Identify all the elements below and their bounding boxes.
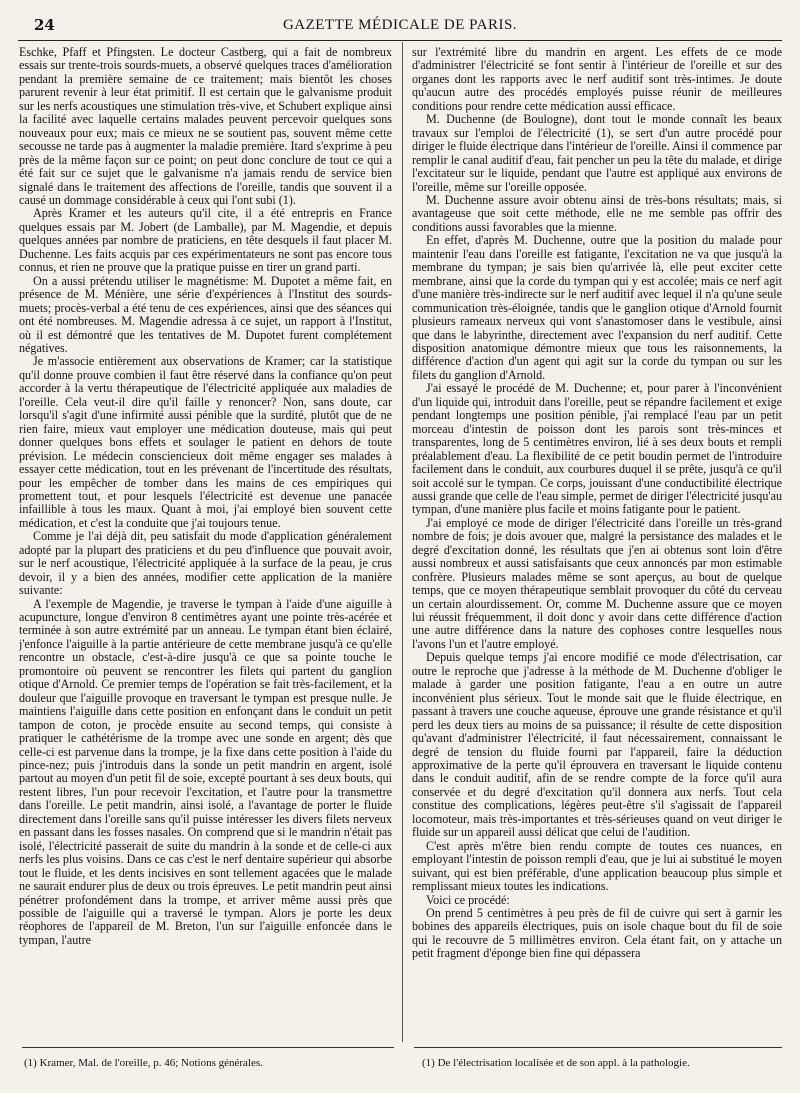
paragraph: M. Duchenne (de Boulogne), dont tout le monde connaît les beaux travaux sur l'emploi de l'électricité (1), se sert d'un autre procédé pour diriger le fluide électrique dans l'intérieur de l'oreille. Ainsi il commence par remplir le canal auditif d'eau, fait pencher un peu la tête du malade, et dirige l'excitateur sur le liquide, pendant que l'autre est appliqué aux environs de l'oreille, même sur l'oreille opposée. bbox=[412, 112, 782, 194]
footnote-rule-right bbox=[414, 1047, 782, 1048]
journal-title: GAZETTE MÉDICALE DE PARIS. bbox=[282, 17, 518, 33]
paragraph: Après Kramer et les auteurs qu'il cite, il a été entrepris en France quelques essais par M. Jobert (de Lamballe), par M. Magendie, et depuis quelques années par nombre de praticiens, en tête desquels il faut placer M. Duchenne. Les faits acquis par ces expérimentateurs ne sont pas encore tous connus, et rien ne prouve que la pratique puisse en tirer un grand parti. bbox=[19, 206, 392, 275]
paragraph: Eschke, Pfaff et Pfingsten. Le docteur Castberg, qui a fait de nombreux essais sur trente-trois sourds-muets, a observé quelques traces d'amélioration pendant la première semaine de ce traitement; mais bientôt les choses parurent revenir à leur état primitif. Il est certain que le galvanisme produit sur les nerfs acoustiques une stimulation très-vive, et Schubert explique ainsi la facilité avec laquelle certains malades peuvent percevoir quelques sons nouveaux pour eux; mais ce mieux ne se soutient pas, souvent même cette secousse ne tarde pas à augmenter la maladie première. Itard s'exprime à peu près de la même façon sur ce point; on peut donc conclure de tout ce qui a été fait sur ce sujet que le galvanisme n'a jamais rendu de service bien signalé dans le traitement des affections de l'oreille, tandis que souvent il a causé un dommage considérable à ceux qui l'ont subi (1). bbox=[19, 46, 392, 207]
paragraph: J'ai employé ce mode de diriger l'électricité dans l'oreille un très-grand nombre de fois; je dois avouer que, malgré la persistance des malades et le degré d'excitation donné, les résultats que j'en ai obtenus sont loin d'être aussi nombreux et aussi satisfaisants que ceux annoncés par mon estimable confrère. Plusieurs malades même se sont aperçus, au bout de quelque temps, que ce moyen thérapeutique semblait provoquer du côté du cerveau un certain alourdissement. Or, comme M. Duchenne assure que ce moyen lui réussit fréquemment, il doit donc y avoir dans cette différence d'action une autre différence dans la nature des cophoses contre lesquelles nous l'avons l'un et l'autre employé. bbox=[412, 515, 782, 651]
footnote-right: (1) De l'électrisation localisée et de son appl. à la pathologie. bbox=[422, 1057, 690, 1069]
paragraph: J'ai essayé le procédé de M. Duchenne; et, pour parer à l'inconvénient d'un liquide qui, introduit dans l'oreille, peut se répandre facilement et exige pendant longtemps une position pénible, j'ai remplacé l'eau par un petit morceau d'intestin de poisson dont les parois sont très-minces et transparentes, long de 5 centimètres environ, lié à ses deux bouts et rempli préalablement d'eau. La flexibilité de ce petit boudin permet de l'introduire facilement dans le conduit, aux courbures duquel il se prête, jusqu'à ce qu'il soit accolé sur le tympan. Ce corps, jouissant d'une conductibilité électrique aussi grande que celle de l'eau simple, permet de diriger l'électricité jusqu'au tympan, d'une manière plus facile et moins fatigante pour le patient. bbox=[412, 381, 782, 517]
paragraph: A l'exemple de Magendie, je traverse le tympan à l'aide d'une aiguille à acupuncture, longue d'environ 8 centimètres ayant une pointe très-acérée et terminée à son autre extrémité par un anneau. Le tympan étant bien éclairé, j'enfonce l'aiguille à la partie antérieure de cette membrane jusqu'à ce qu'elle rencontre un obstacle, c'est-à-dire jusqu'à ce que sa pointe touche le promontoire où peuvent se rencontrer les filets qui partent du ganglion otique d'Arnold. Ce premier temps de l'opération se fait très-facilement, et la douleur que l'aiguille provoque en traversant le tympan est presque nulle. Je maintiens l'aiguille dans cette position en enfonçant dans le conduit un petit tampon de coton, je procède ensuite au second temps, qui consiste à pratiquer le cathétérisme de la trompe avec une sonde en argent; dès que celle-ci est parvenue dans la trompe, je la fixe dans cette position à l'aide du pince-nez; puis j'introduis dans la sonde un petit mandrin en argent, isolé partout au moyen d'un petit fil de soie, excepté pourtant à ses deux bouts, qui restent libres, l'un pour recevoir l'excitation, et l'autre pour la transmettre dans l'oreille. Le petit mandrin, ainsi isolé, a l'avantage de porter le fluide directement dans l'oreille sans qu'il puisse intéresser les divers filets nerveux en passant dans les fosses nasales. On comprend que si le mandrin n'était pas isolé, l'électricité passerait de suite du mandrin à la sonde et de celle-ci aux nerfs les plus voisins. Dans ce cas c'est le nerf dentaire supérieur qui absorbe tout le fluide, et les dents incisives en sont tellement agacées que le malade ne saurait endurer plus de deux ou trois épreuves. Le petit mandrin peut ainsi pénétrer profondément dans la trompe, et arriver même aussi près que possible de l'aiguille qui a traversé le tympan. Alors je porte les deux réophores de l'appareil de M. Breton, l'un sur l'aiguille enfoncée dans le tympan, l'autre bbox=[19, 596, 392, 947]
footnote-rule-left bbox=[22, 1047, 394, 1048]
paragraph: C'est après m'être bien rendu compte de toutes ces nuances, en employant l'intestin de poisson rempli d'eau, que je lui ai substitué le moyen suivant, qui est bien préférable, d'une application beaucoup plus simple et remplissant mieux toutes les indications. bbox=[412, 838, 782, 894]
right-column bbox=[412, 46, 782, 1036]
column-divider bbox=[402, 42, 403, 1042]
left-column bbox=[19, 46, 392, 1036]
paragraph: M. Duchenne assure avoir obtenu ainsi de très-bons résultats; mais, si avantageuse que soit cette méthode, elle ne me semble pas offrir des conditions aussi favorables que la mienne. bbox=[412, 192, 782, 234]
paragraph: Voici ce procédé: bbox=[426, 892, 510, 907]
footnote-left: (1) Kramer, Mal. de l'oreille, p. 46; Notions générales. bbox=[24, 1057, 263, 1069]
paragraph: Depuis quelque temps j'ai encore modifié ce mode d'électrisation, car outre le reproche que j'adresse à la méthode de M. Duchenne d'obliger le malade à garder une position fatigante, l'eau a en outre un autre inconvénient plus sérieux. Tout le monde sait que le fluide électrique, en passant à travers une couche aqueuse, éprouve une grande résistance et qu'il perd les deux tiers au moins de sa puissance; il résulte de cette disposition qu'avant d'administrer l'électricité, il faut nécessairement, connaissant le degré de tension du fluide fourni par l'appareil, faire la déduction approximative de la perte qu'il éprouvera en traversant le liquide contenu dans le conduit auditif, afin de se rendre compte de la force qu'il aura conservée et du degré d'excitation qu'il donnera aux nerfs. Tout cela constitue des complications, légères peut-être s'il s'agissait de l'appareil locomoteur, mais très-importantes et très-sérieuses quand on veut diriger le fluide sur un appareil aussi délicat que celui de l'audition. bbox=[412, 650, 782, 840]
page-number: 24 bbox=[34, 16, 55, 34]
paragraph: sur l'extrémité libre du mandrin en argent. Les effets de ce mode d'administrer l'électricité se font sentir à l'intérieur de l'oreille et sur des organes dont les rapports avec le nerf auditif sont très-intimes. Je doute qu'aucun autre des procédés employés puisse réunir de meilleures conditions pour rendre cette médication aussi efficace. bbox=[412, 46, 782, 113]
paragraph: En effet, d'après M. Duchenne, outre que la position du malade pour maintenir l'eau dans l'oreille est fatigante, l'excitation ne va que jusqu'à la membrane du tympan; je sais bien qu'arrivée là, elle peut exciter cette membrane, ainsi que la corde du tympan qui y est accolée; mais ce nerf agit d'une manière très-indirecte sur le nerf auditif avec lequel il n'a qu'une seule communication très-éloignée, tandis que le ganglion otique d'Arnold fournit plusieurs rameaux nerveux qui vont s'anastomoser dans le vestibule, ainsi que dans le labyrinthe, directement avec l'expansion du nerf auditif. Cette disposition anatomique démontre mieux que tous les raisonnements, la différence d'action d'un agent qui agit sur la corde du tympan ou sur les filets du ganglion d'Arnold. bbox=[412, 233, 782, 382]
paragraph: On prend 5 centimètres à peu près de fil de cuivre qui sert à garnir les bobines des appareils électriques, puis on isole chaque bout du fil de soie qui le recouvre de 5 millimètres environ. Cela étant fait, on y attache un petit fragment d'éponge bien fine qui dépassera bbox=[412, 906, 782, 961]
page-header bbox=[18, 14, 782, 41]
paragraph: Je m'associe entièrement aux observations de Kramer; car la statistique qu'il donne prouve combien il faut être réservé dans la confiance qu'on peut accorder à la vertu thérapeutique de l'électricité appliquée aux maladies de l'oreille. Cela veut-il dire qu'il faille y renoncer? Non, sans doute, car lorsqu'il s'agit d'une infirmité aussi pénible que la surdité, plutôt que de ne rien faire, mieux vaut employer une médication douteuse, mais qui peut donner quelques bons effets et soulager le patient en dehors de toute prévision. Le médecin consciencieux doit même engager ses malades à essayer cette médication, tout en les prévenant de l'incertitude des résultats, pour les empêcher de tomber dans les mains de ces empiriques qui promettent tout, et pour lesquels l'électricité est devenue une panacée infaillible à tous les maux. Quant à moi, j'ai employé bien souvent cette médication, et c'est la conduite que j'ai toujours tenue. bbox=[19, 354, 392, 530]
paragraph: On a aussi prétendu utiliser le magnétisme: M. Dupotet a même fait, en présence de M. Ménière, une série d'expériences à l'Institut des sourds-muets; procès-verbal a été tenu de ces expériences, ainsi que des séances qui ont été nombreuses. M. Magendie adressa à ce sujet, un rapport à l'Institut, où il est démontré que les tentatives de M. Dupotet furent complétement négatives. bbox=[19, 273, 392, 355]
paragraph: Comme je l'ai déjà dit, peu satisfait du mode d'application généralement adopté par la plupart des praticiens et du peu d'influence que pouvait avoir, sur le nerf acoustique, l'électricité appliquée à la surface de la peau, je crus devoir, il y a bien des années, modifier cette application de la manière suivante: bbox=[19, 529, 392, 598]
